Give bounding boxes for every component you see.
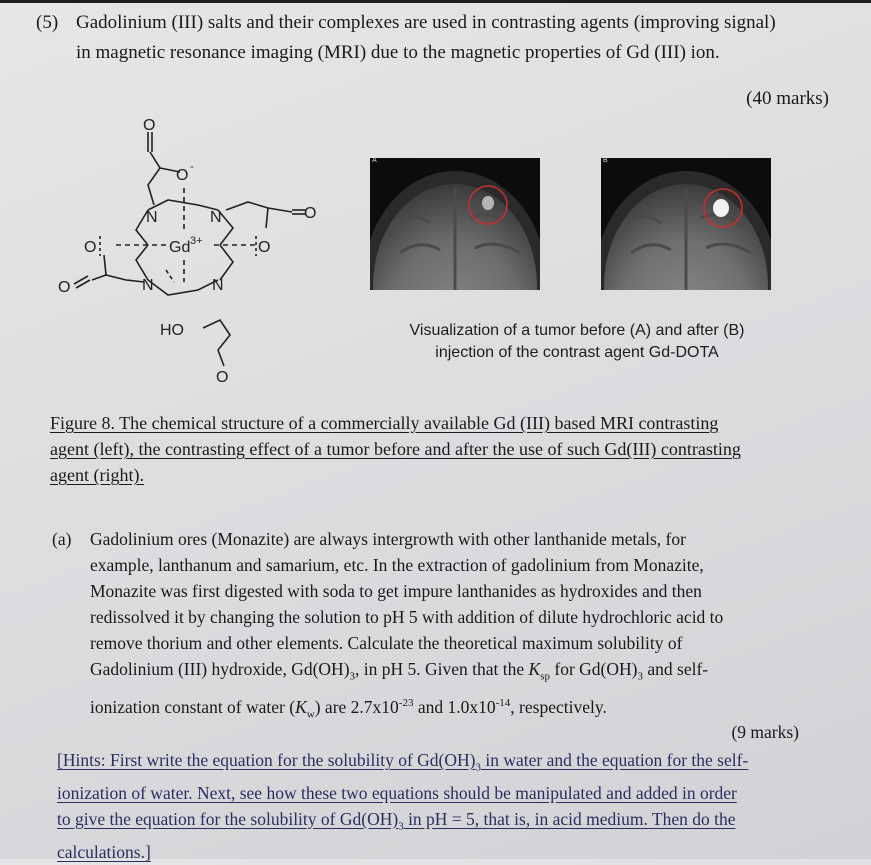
part-a-body bbox=[90, 526, 812, 727]
part-a-line-7: ionization constant of water $(K_w)$ are $2.7x10^{-23}$ and $1.0x10^{-14}$, respectively. bbox=[90, 690, 812, 727]
brain-scan-before bbox=[370, 158, 540, 290]
charge-top: - bbox=[190, 161, 194, 173]
gd-charge: 3+ bbox=[190, 235, 203, 247]
atom-o-right-carbonyl: O bbox=[304, 205, 316, 222]
question-text-line-2: in magnetic resonance imaging (MRI) due to the magnetic properties of Gd (III) ion. bbox=[36, 38, 836, 68]
part-a-line-3: Monazite was first digested with soda to get impure lanthanides as hydroxides and then bbox=[90, 578, 812, 604]
question-number: (5) bbox=[36, 8, 76, 38]
figure-caption-line-3: agent (right). bbox=[50, 462, 810, 488]
part-a-line-4: redissolved it by changing the solution to pH 5 with addition of dilute hydrochloric acid to bbox=[90, 604, 812, 630]
part-a-line-1: Gadolinium ores (Monazite) are always intergrowth with other lanthanide metals, for bbox=[90, 526, 812, 552]
chemical-structure-diagram bbox=[48, 110, 348, 400]
hints-line-4: calculations.] bbox=[57, 840, 817, 865]
hints-line-1: [Hints: First write the equation for the solubility of $Gd(OH)_3$ in water and the equation for the self- bbox=[57, 748, 817, 781]
atom-n-lower-left: N bbox=[142, 277, 154, 294]
hydroxyl-group: HO bbox=[160, 322, 184, 339]
visualization-caption bbox=[372, 320, 782, 364]
mri-image-before bbox=[370, 158, 540, 290]
figure-caption-line-1: Figure 8. The chemical structure of a commercially available Gd (III) based MRI contrasting bbox=[50, 410, 810, 436]
question-text-line-1: Gadolinium (III) salts and their complexes are used in contrasting agents (improving signal) bbox=[76, 12, 776, 33]
atom-n-lower-right: N bbox=[212, 277, 224, 294]
part-a-line-6: Gadolinium (III) hydroxide, $Gd(OH)_3$, in pH 5. Given that the $K_{sp}$ for $Gd(OH)_3$ and self- bbox=[90, 656, 812, 690]
atom-o-minus-right: O bbox=[258, 239, 270, 256]
figure-caption-line-2: agent (left), the contrasting effect of a tumor before and after the use of such Gd(III) contrasting bbox=[50, 436, 810, 462]
top-border bbox=[0, 0, 871, 3]
brain-scan-after bbox=[601, 158, 771, 290]
atom-o-top: O bbox=[143, 117, 155, 134]
part-a-tag: (a) bbox=[52, 526, 71, 552]
atom-o-bottom: O bbox=[216, 369, 228, 386]
part-a-marks: (9 marks) bbox=[731, 722, 799, 743]
hints-line-2: ionization of water. Next, see how these two equations should be manipulated and added in order bbox=[57, 781, 817, 807]
viz-caption-line-2: injection of the contrast agent Gd-DOTA bbox=[372, 342, 782, 364]
mri-image-after bbox=[601, 158, 771, 290]
mri-label-b: B bbox=[603, 158, 611, 165]
atom-o-minus-left: O bbox=[84, 239, 96, 256]
atom-n-upper-right: N bbox=[210, 209, 222, 226]
part-a-line-5: remove thorium and other elements. Calculate the theoretical maximum solubility of bbox=[90, 630, 812, 656]
atom-o-minus-top: O bbox=[176, 167, 188, 184]
viz-caption-line-1: Visualization of a tumor before (A) and after (B) bbox=[372, 320, 782, 342]
total-marks: (40 marks) bbox=[746, 88, 829, 110]
hints-block bbox=[57, 748, 817, 865]
gd-dota-structure bbox=[48, 110, 348, 400]
figure-caption bbox=[50, 410, 810, 488]
hints-line-3: to give the equation for the solubility of $Gd(OH)_3$ in pH = 5, that is, in acid medium. Then do the bbox=[57, 807, 817, 840]
atom-n-upper-left: N bbox=[146, 209, 158, 226]
mri-label-a: A bbox=[372, 158, 380, 165]
part-a-line-2: example, lanthanum and samarium, etc. In the extraction of gadolinium from Monazite, bbox=[90, 552, 812, 578]
part-a bbox=[52, 526, 812, 727]
atom-o-left-carbonyl: O bbox=[58, 279, 70, 296]
question-heading bbox=[36, 8, 836, 68]
gd-metal-center: Gd bbox=[169, 239, 190, 256]
